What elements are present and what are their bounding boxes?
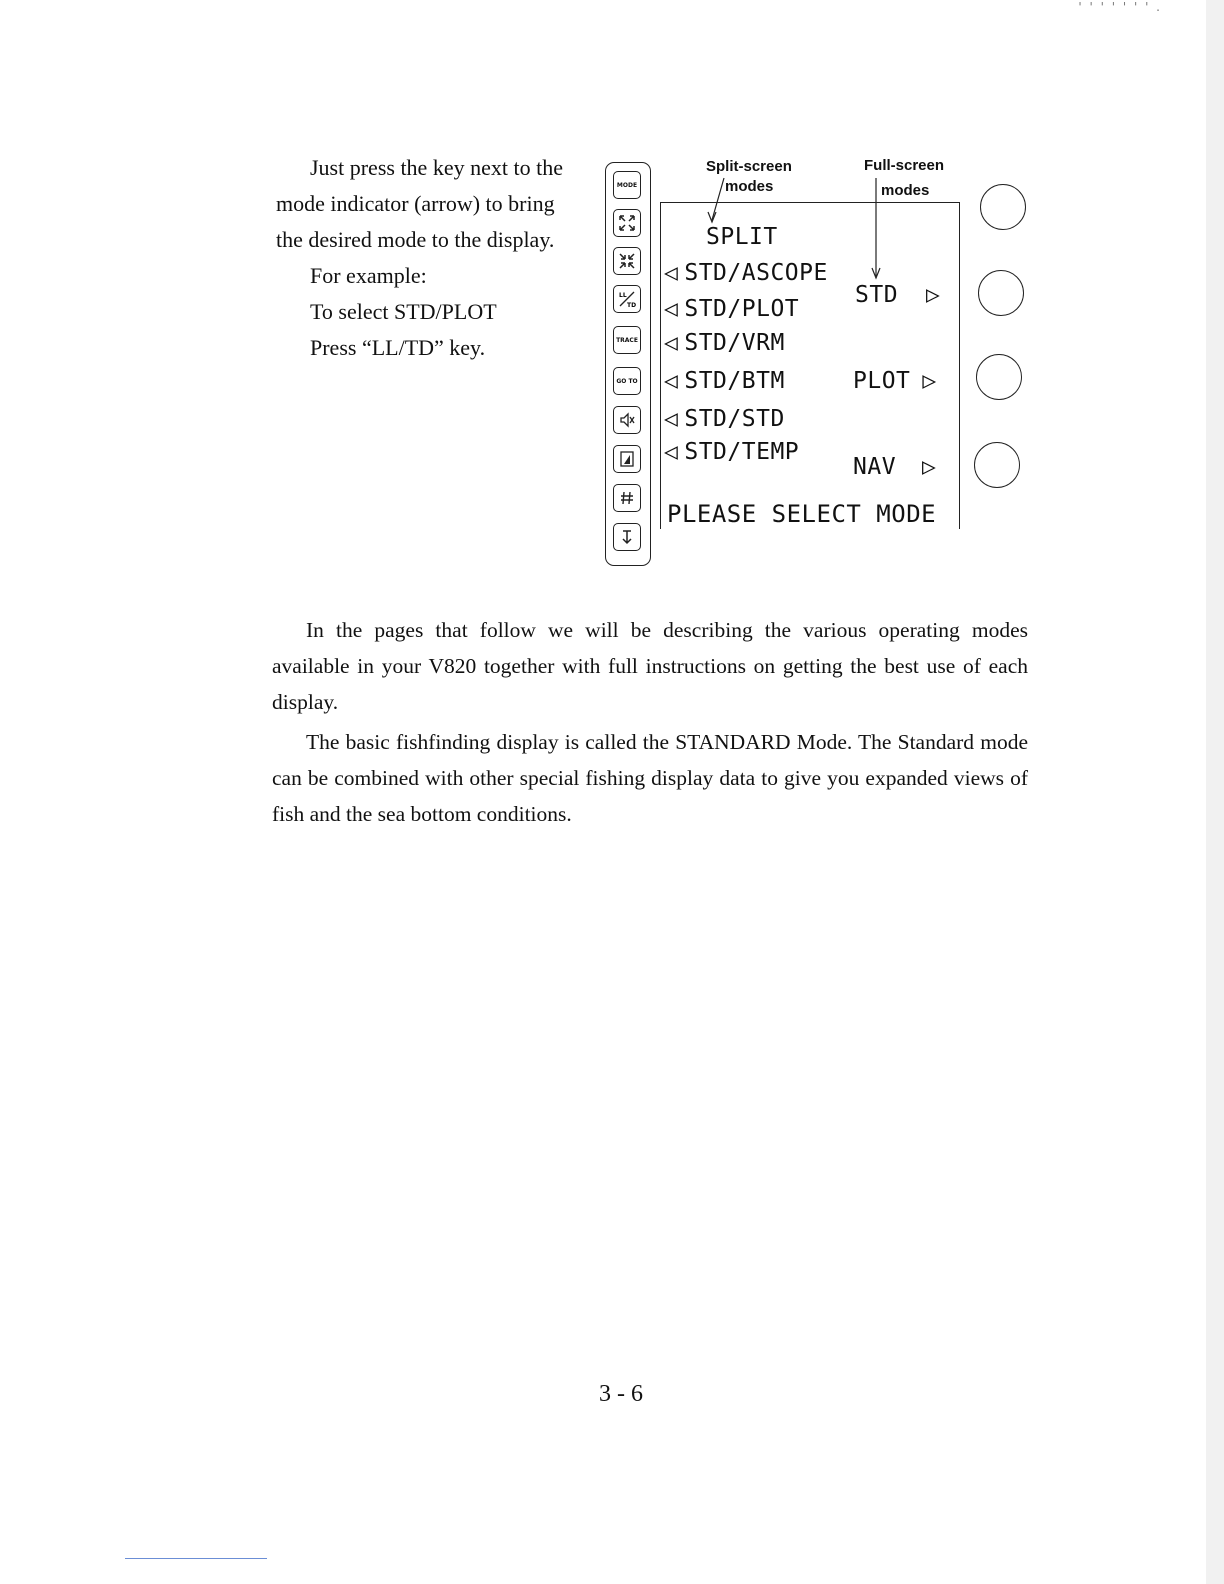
example-step-press: Press “LL/TD” key. (310, 335, 486, 360)
grid-hash-icon (617, 488, 637, 508)
split-mode-item[interactable] (664, 296, 799, 322)
split-mode-item[interactable] (664, 330, 785, 356)
ll-td-key[interactable] (613, 285, 641, 313)
mode-right-arrow-icon: ▷ (926, 282, 941, 308)
split-screen-callout: Split-screen (706, 158, 792, 175)
body-paragraph: The basic fishfinding display is called the STANDARD Mode. The Standard mode can be combined with other special fishing display data to give you expanded views of fish and the sea bottom conditions. (272, 730, 1028, 826)
mode-left-arrow-icon: ◁ (664, 330, 679, 356)
split-mode-item[interactable] (664, 260, 828, 286)
split-screen-callout-sub: modes (725, 178, 774, 195)
corner-mark: ' ' ' ' ' ' ' . (1078, 0, 1162, 14)
full-mode-item[interactable] (853, 368, 937, 394)
expand-key[interactable] (613, 209, 641, 237)
mode-left-arrow-icon: ◁ (664, 406, 679, 432)
split-mode-label: STD/TEMP (684, 439, 800, 465)
split-mode-item[interactable] (664, 406, 785, 432)
down-arrow-key[interactable] (613, 523, 641, 551)
mode-key-label: MODE (616, 181, 638, 189)
keypad-column (605, 162, 651, 566)
mute-key[interactable] (613, 406, 641, 434)
mode-left-arrow-icon: ◁ (664, 439, 679, 465)
trace-key-label: TRACE (616, 336, 638, 344)
footer-rule (125, 1558, 267, 1559)
instruction-paragraph: Just press the key next to the mode indicator (arrow) to bring the desired mode to the display. (276, 155, 563, 252)
example-label: For example: (310, 263, 427, 288)
split-mode-item[interactable] (664, 439, 799, 465)
screen-title: SPLIT (706, 224, 778, 250)
status-prompt: PLEASE SELECT MODE (667, 500, 937, 528)
page-edge (1206, 0, 1224, 1584)
ll-td-key-icon (617, 289, 637, 309)
body-paragraph: In the pages that follow we will be describing the various operating modes available in your V820 together with full instructions on getting the best use of each display. (272, 618, 1028, 714)
compress-arrows-icon (617, 251, 637, 271)
go-to-key-label: GO TO (616, 377, 638, 385)
example-step-select: To select STD/PLOT (310, 299, 497, 324)
go-to-key[interactable] (613, 367, 641, 395)
split-mode-label: STD/STD (684, 406, 785, 432)
trace-key[interactable] (613, 326, 641, 354)
mode-left-arrow-icon: ◁ (664, 296, 679, 322)
intro-text (276, 150, 576, 366)
svg-text:LL: LL (619, 292, 627, 299)
split-mode-label: STD/PLOT (684, 296, 800, 322)
soft-key[interactable] (974, 442, 1020, 488)
full-mode-label: STD (855, 282, 899, 308)
soft-key[interactable] (976, 354, 1022, 400)
full-mode-label: PLOT (853, 368, 911, 394)
full-mode-item[interactable] (855, 282, 940, 308)
down-arrow-key-icon (617, 527, 637, 547)
svg-text:TD: TD (627, 302, 637, 309)
split-mode-item[interactable] (664, 368, 785, 394)
mode-left-arrow-icon: ◁ (664, 260, 679, 286)
split-mode-label: STD/BTM (684, 368, 785, 394)
full-screen-callout: Full-screen (864, 157, 945, 174)
contrast-key[interactable] (613, 445, 641, 473)
speaker-mute-icon (617, 410, 637, 430)
full-mode-item[interactable] (853, 454, 936, 480)
split-mode-label: STD/ASCOPE (684, 260, 828, 286)
contrast-icon (617, 449, 637, 469)
mode-key[interactable] (613, 171, 641, 199)
full-screen-callout-sub: modes (881, 182, 930, 199)
mode-right-arrow-icon: ▷ (922, 454, 937, 480)
expand-arrows-icon (617, 213, 637, 233)
soft-key[interactable] (980, 184, 1026, 230)
compress-key[interactable] (613, 247, 641, 275)
grid-key[interactable] (613, 484, 641, 512)
mode-right-arrow-icon: ▷ (922, 368, 937, 394)
soft-key[interactable] (978, 270, 1024, 316)
mode-left-arrow-icon: ◁ (664, 368, 679, 394)
full-mode-label: NAV (853, 454, 897, 480)
body-text (272, 612, 1028, 832)
page-number: 3 - 6 (599, 1381, 643, 1407)
split-mode-label: STD/VRM (684, 330, 785, 356)
